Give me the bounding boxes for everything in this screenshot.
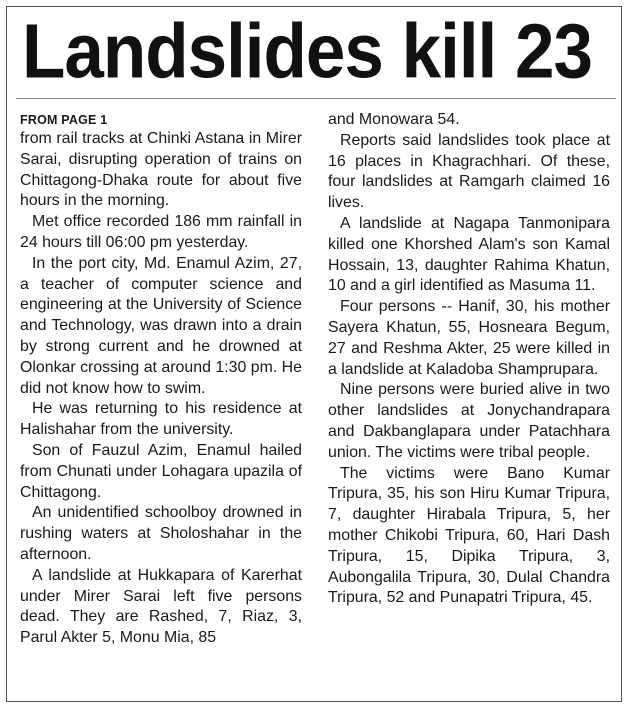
paragraph: A landslide at Hukkapara of Karerhat under Mirer Sarai left five persons dead. They are Rashed, 7, Riaz, 3, Parul Akter 5, Monu Mia, 85 xyxy=(20,566,302,647)
paragraph: In the port city, Md. Enamul Azim, 27, a teacher of computer science and engineering at the University of Science and Technology, was drawn into a drain by strong current and he drowned at Olonkar crossing at around 1:30 pm. He did not know how to swim. xyxy=(20,254,302,397)
paragraph: Reports said landslides took place at 16 places in Khagrachhari. Of these, four landslides at Ramgarh claimed 16 lives. xyxy=(328,131,610,212)
article-column-2 xyxy=(328,110,610,609)
article-column-1 xyxy=(20,112,302,649)
paragraph: Four persons -- Hanif, 30, his mother Sayera Khatun, 55, Hosneara Begum, 27 and Reshma Akter, 25 were killed in a landslide at Kaladoba Shamprupara. xyxy=(328,298,610,378)
paragraph: An unidentified schoolboy drowned in rushing waters at Sholoshahar in the afternoon. xyxy=(20,504,302,563)
paragraph: The victims were Bano Kumar Tripura, 35, his son Hiru Kumar Tripura, 7, daughter Hirabala Tripura, 5, her mother Chikobi Tripura, 60, Hari Dash Tripura, 15, Dipika Tripura, 3, Aubongalila Tripura, 30, Dulal Chandra Tripura, 52 and Punapatri Tripura, 45. xyxy=(328,464,610,607)
headline: Landslides kill 23 xyxy=(22,9,592,95)
paragraph: Nine persons were buried alive in two other landslides at Jonychandrapara and Dakbanglapara under Patachhara union. The victims were tribal people. xyxy=(328,381,610,461)
headline-divider xyxy=(16,98,616,99)
paragraph: and Monowara 54. xyxy=(328,111,460,128)
paragraph: A landslide at Nagapa Tanmonipara killed one Khorshed Alam's son Kamal Hossain, 13, daughter Rahima Khatun, 10 and a girl identified as Masuma 11. xyxy=(328,214,610,295)
paragraph: He was returning to his residence at Halishahar from the university. xyxy=(20,400,302,439)
paragraph: Met office recorded 186 mm rainfall in 24 hours till 06:00 pm yesterday. xyxy=(20,213,302,251)
jump-label: FROM PAGE 1 xyxy=(20,113,108,127)
paragraph: from rail tracks at Chinki Astana in Mirer Sarai, disrupting operation of trains on Chittagong-Dhaka route for about five hours in the morning. xyxy=(20,130,302,210)
paragraph: Son of Fauzul Azim, Enamul hailed from Chunati under Lohagara upazila of Chittagong. xyxy=(20,441,302,501)
